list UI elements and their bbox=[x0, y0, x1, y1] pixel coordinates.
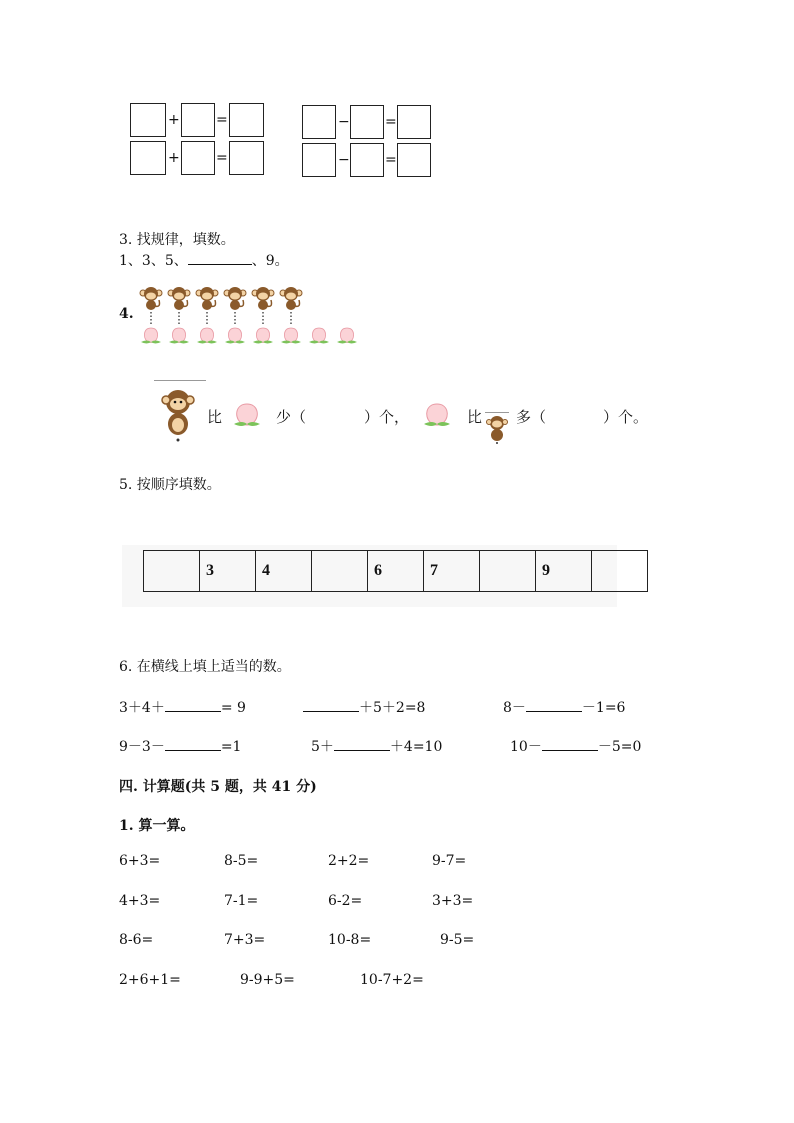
calc-item[interactable]: 7-1= bbox=[224, 893, 259, 909]
answer-box[interactable] bbox=[130, 103, 166, 137]
answer-box[interactable] bbox=[229, 141, 264, 175]
fill-blank[interactable] bbox=[165, 699, 221, 712]
fill-blank[interactable] bbox=[188, 252, 252, 265]
fill-equation: 3＋4＋ = 9 bbox=[119, 700, 246, 716]
section-4-title: 四. 计算题(共 5 题，共 41 分) bbox=[119, 779, 317, 795]
fill-equation: 10－ －5=0 bbox=[510, 739, 642, 755]
question-3-sequence bbox=[119, 250, 289, 270]
sequence-cell: 4 bbox=[256, 551, 312, 592]
calc-item[interactable]: 9-5= bbox=[440, 932, 475, 948]
monkey-icon bbox=[155, 388, 201, 442]
calc-item[interactable]: 3+3= bbox=[432, 893, 474, 909]
calc-item[interactable]: 7+3= bbox=[224, 932, 266, 948]
comparison-line bbox=[150, 380, 670, 445]
fill-blank[interactable] bbox=[334, 738, 390, 751]
sequence-cell[interactable] bbox=[312, 551, 368, 592]
calc-item[interactable]: 8-5= bbox=[224, 853, 259, 869]
equals-sign: = bbox=[385, 152, 397, 168]
answer-box[interactable] bbox=[302, 105, 336, 139]
peach-icon bbox=[141, 328, 161, 344]
sequence-prefix: 1、3、5、 bbox=[119, 253, 188, 269]
sequence-suffix: 、9。 bbox=[251, 253, 289, 269]
sequence-cell: 6 bbox=[368, 551, 424, 592]
sequence-table bbox=[143, 550, 648, 592]
peach-icon bbox=[337, 328, 357, 344]
unit-close-comma: ）个， bbox=[364, 408, 410, 426]
answer-blank[interactable] bbox=[310, 402, 360, 422]
peach-icon bbox=[230, 400, 264, 430]
calc-item[interactable]: 10-7+2= bbox=[360, 972, 424, 988]
answer-box[interactable] bbox=[181, 141, 215, 175]
monkey-icon bbox=[168, 287, 190, 310]
question-3-title: 3. 找规律，填数。 bbox=[119, 232, 235, 248]
minus-sign: − bbox=[338, 152, 350, 168]
fill-equation: 5＋ ＋4=10 bbox=[311, 739, 443, 755]
question-5-title: 5. 按顺序填数。 bbox=[119, 477, 221, 493]
peach-icon bbox=[169, 328, 189, 344]
answer-blank[interactable] bbox=[550, 402, 600, 422]
monkey-icon bbox=[140, 287, 162, 310]
sequence-cell: 7 bbox=[424, 551, 480, 592]
answer-box[interactable] bbox=[350, 105, 384, 139]
question-4-number: 4. bbox=[119, 306, 134, 322]
monkey-icon bbox=[252, 287, 274, 310]
fill-blank[interactable] bbox=[303, 699, 359, 712]
sequence-cell[interactable] bbox=[592, 551, 648, 592]
calc-item[interactable]: 2+2= bbox=[328, 853, 370, 869]
more-text: 多（ bbox=[516, 408, 547, 426]
monkey-icon bbox=[280, 287, 302, 310]
fill-blank[interactable] bbox=[526, 699, 582, 712]
less-text: 少（ bbox=[276, 408, 307, 426]
compare-word: 比 bbox=[467, 408, 483, 426]
plus-sign: + bbox=[168, 150, 180, 166]
equals-sign: = bbox=[216, 150, 228, 166]
answer-box[interactable] bbox=[130, 141, 166, 175]
peach-icon bbox=[420, 400, 454, 430]
equals-sign: = bbox=[216, 112, 228, 128]
section-4-q1-title: 1. 算一算。 bbox=[119, 818, 195, 834]
sequence-cell[interactable] bbox=[144, 551, 200, 592]
peach-icon bbox=[197, 328, 217, 344]
calc-item[interactable]: 4+3= bbox=[119, 893, 161, 909]
calc-item[interactable]: 6-2= bbox=[328, 893, 363, 909]
peach-icon bbox=[253, 328, 273, 344]
calc-item[interactable]: 9-9+5= bbox=[240, 972, 295, 988]
fill-equation: 9－3－ =1 bbox=[119, 739, 242, 755]
answer-box[interactable] bbox=[229, 103, 264, 137]
calc-item[interactable]: 6+3= bbox=[119, 853, 161, 869]
peach-icon bbox=[281, 328, 301, 344]
monkey-icon bbox=[196, 287, 218, 310]
plus-sign: + bbox=[168, 112, 180, 128]
answer-box[interactable] bbox=[302, 143, 336, 177]
fill-equation: 8－ －1=6 bbox=[503, 700, 626, 716]
fill-blank[interactable] bbox=[542, 738, 598, 751]
answer-box[interactable] bbox=[397, 105, 431, 139]
compare-word: 比 bbox=[207, 408, 223, 426]
calc-item[interactable]: 9-7= bbox=[432, 853, 467, 869]
fill-equation: ＋5＋2=8 bbox=[303, 697, 425, 717]
fill-blank[interactable] bbox=[165, 738, 221, 751]
peach-icon bbox=[225, 328, 245, 344]
answer-box[interactable] bbox=[181, 103, 215, 137]
calc-item[interactable]: 8-6= bbox=[119, 932, 154, 948]
calc-item[interactable]: 2+6+1= bbox=[119, 972, 181, 988]
unit-close-period: ）个。 bbox=[603, 408, 649, 426]
answer-box[interactable] bbox=[350, 143, 384, 177]
sequence-cell: 9 bbox=[536, 551, 592, 592]
sequence-cell[interactable] bbox=[480, 551, 536, 592]
monkey-peach-figure bbox=[135, 284, 385, 346]
monkey-icon bbox=[483, 414, 511, 444]
calc-item[interactable]: 10-8= bbox=[328, 932, 372, 948]
monkey-icon bbox=[224, 287, 246, 310]
minus-sign: − bbox=[338, 114, 350, 130]
equals-sign: = bbox=[385, 114, 397, 130]
question-6-title: 6. 在横线上填上适当的数。 bbox=[119, 659, 291, 675]
peach-icon bbox=[309, 328, 329, 344]
answer-box[interactable] bbox=[397, 143, 431, 177]
sequence-cell: 3 bbox=[200, 551, 256, 592]
